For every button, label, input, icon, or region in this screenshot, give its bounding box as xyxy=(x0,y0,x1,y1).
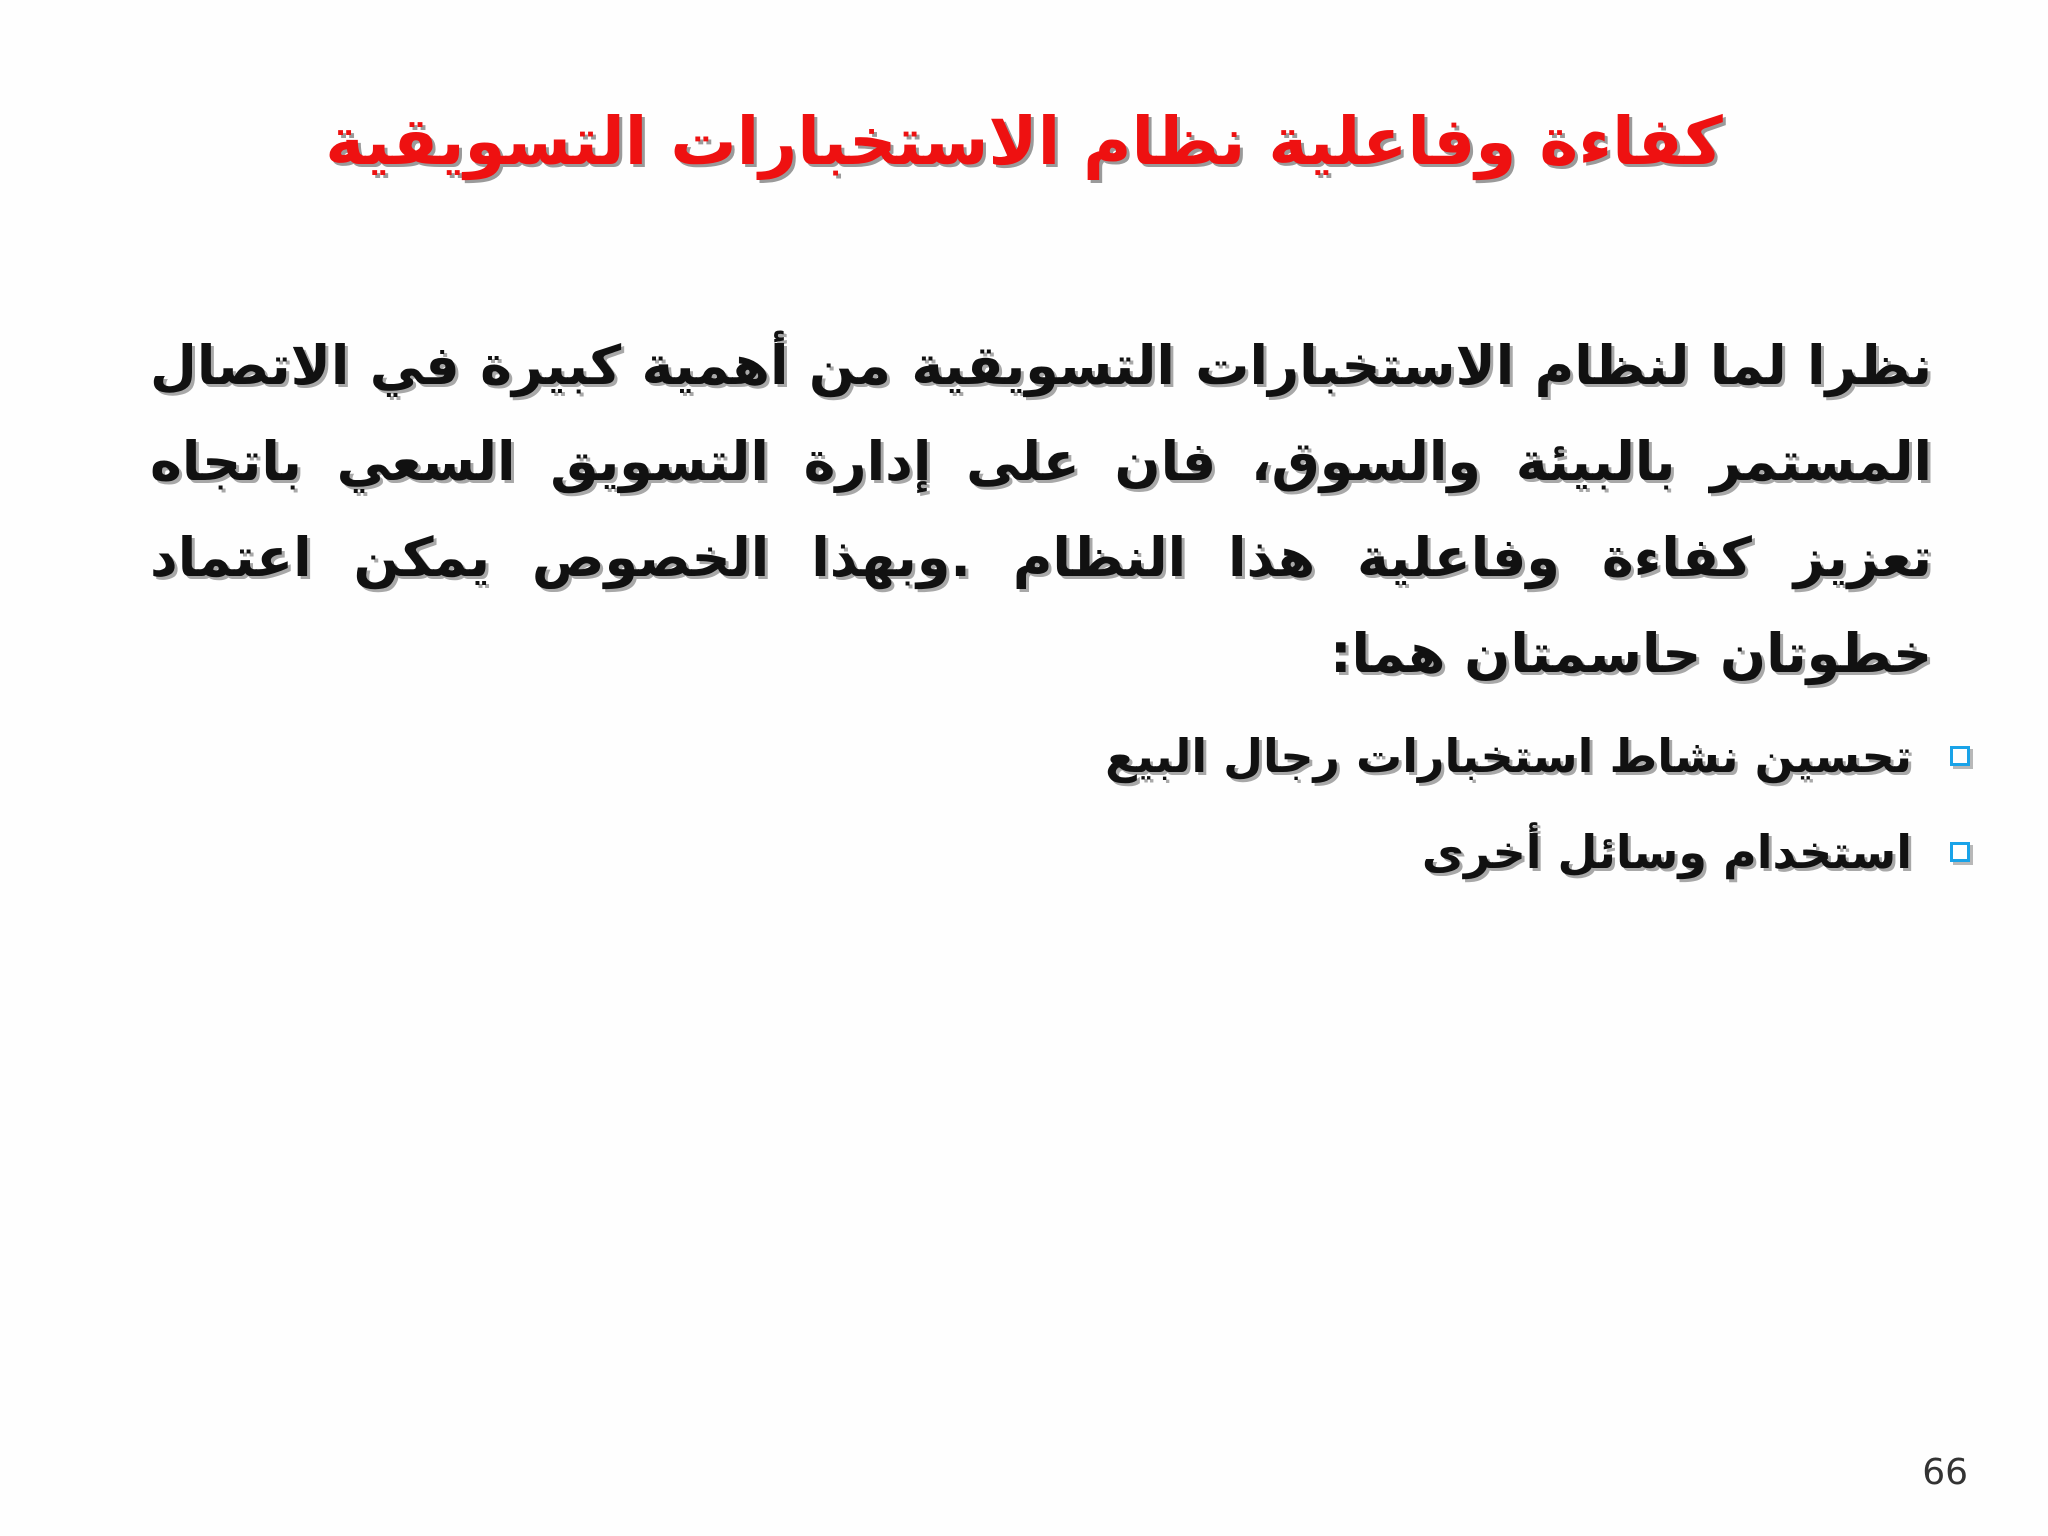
bullet-text: تحسين نشاط استخبارات رجال البيع xyxy=(1105,729,1912,783)
bullet-text: استخدام وسائل أخرى xyxy=(1421,825,1912,879)
page-number: 66 xyxy=(1922,1452,1968,1493)
list-item xyxy=(200,708,1970,804)
body-paragraph: نظرا لما لنظام الاستخبارات التسويقية من أهمية كبيرة في الاتصال المستمر بالبيئة والسوق، فان على إدارة التسويق السعي باتجاه تعزيز كفاءة وفاعلية هذا النظام .وبهذا الخصوص يمكن اعتماد خطوتان حاسمتان هما: xyxy=(150,334,1932,685)
bullet-list xyxy=(200,708,1970,900)
square-bullet-icon xyxy=(1950,842,1970,862)
slide-title: كفاءة وفاعلية نظام الاستخبارات التسويقية xyxy=(325,103,1723,180)
square-bullet-icon xyxy=(1950,746,1970,766)
list-item xyxy=(200,804,1970,900)
